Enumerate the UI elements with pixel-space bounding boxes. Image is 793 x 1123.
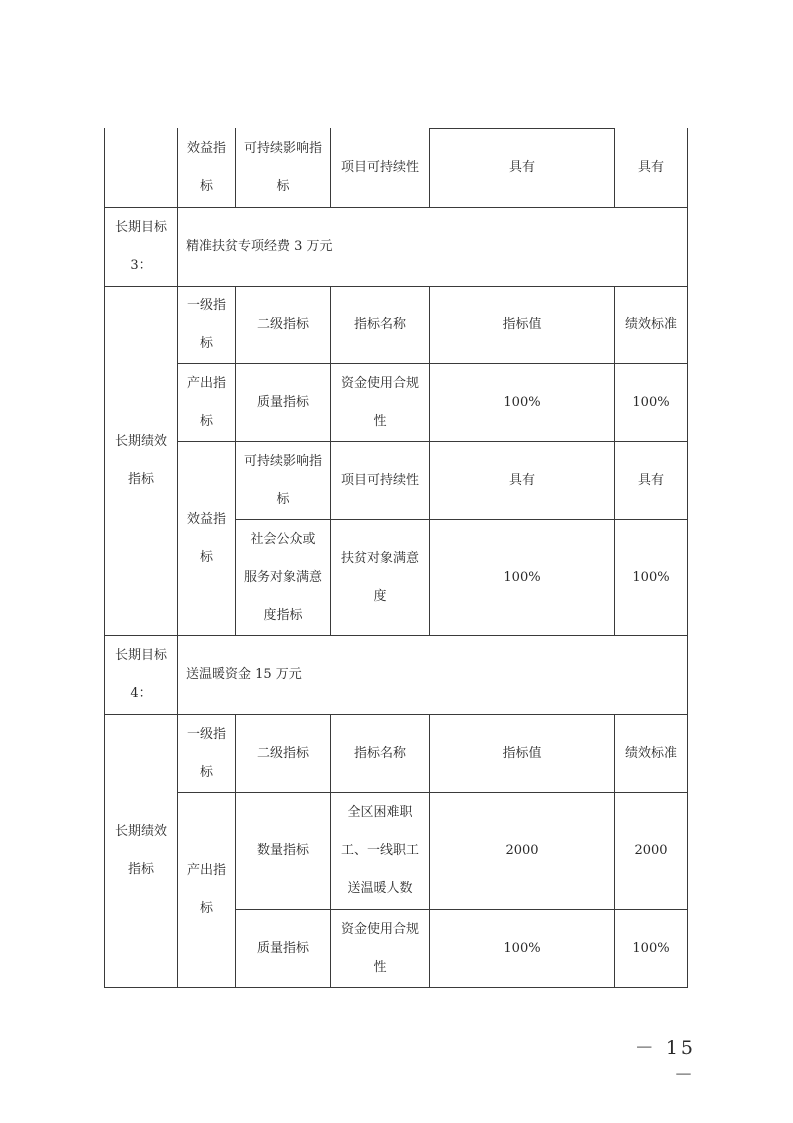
- table-cell: 2000: [429, 792, 615, 910]
- table-cell: 扶贫对象满意 度: [330, 519, 430, 636]
- table-cell: 100%: [429, 363, 615, 442]
- table-cell: 100%: [614, 519, 688, 636]
- table-cell: 效益指 标: [177, 128, 236, 208]
- table-cell: 100%: [429, 909, 615, 988]
- table-cell: 具有: [429, 128, 615, 208]
- table-cell: 质量指标: [235, 363, 331, 442]
- table-cell: 数量指标: [235, 792, 331, 910]
- table-cell: 100%: [614, 909, 688, 988]
- goal-content: 精准扶贫专项经费 3 万元: [177, 207, 688, 287]
- table-cell: 100%: [429, 519, 615, 636]
- table-cell: 资金使用合规 性: [330, 909, 430, 988]
- column-header-level1: 一级指 标: [177, 286, 236, 364]
- table-cell: 100%: [614, 363, 688, 442]
- continued-empty-cell: [104, 128, 178, 208]
- column-header-level2: 二级指标: [235, 714, 331, 793]
- table-cell: 社会公众或 服务对象满意 度指标: [235, 519, 331, 636]
- table-cell: 效益指 标: [177, 441, 236, 636]
- page-number: － 15 －: [634, 1037, 696, 1086]
- table-cell: 产出指 标: [177, 363, 236, 442]
- goal-content: 送温暖资金 15 万元: [177, 635, 688, 715]
- indicator-row-label: 长期绩效 指标: [104, 286, 178, 636]
- table-cell: 可持续影响指 标: [235, 441, 331, 520]
- column-header-standard: 绩效标准: [614, 714, 688, 793]
- table-cell: 项目可持续性: [330, 128, 430, 208]
- table-cell: 具有: [429, 441, 615, 520]
- table-cell: 可持续影响指 标: [235, 128, 331, 208]
- table-cell: 2000: [614, 792, 688, 910]
- table-cell: 项目可持续性: [330, 441, 430, 520]
- column-header-name: 指标名称: [330, 714, 430, 793]
- goal-label: 长期目标 3：: [104, 207, 178, 287]
- column-header-value: 指标值: [429, 714, 615, 793]
- column-header-value: 指标值: [429, 286, 615, 364]
- table-cell: 产出指 标: [177, 792, 236, 988]
- table-cell: 资金使用合规 性: [330, 363, 430, 442]
- column-header-level2: 二级指标: [235, 286, 331, 364]
- table-cell: 质量指标: [235, 909, 331, 988]
- indicator-row-label: 长期绩效 指标: [104, 714, 178, 988]
- table-cell: 具有: [614, 441, 688, 520]
- column-header-level1: 一级指 标: [177, 714, 236, 793]
- column-header-standard: 绩效标准: [614, 286, 688, 364]
- goal-label: 长期目标 4：: [104, 635, 178, 715]
- table-cell: 具有: [614, 128, 688, 208]
- column-header-name: 指标名称: [330, 286, 430, 364]
- table-cell: 全区困难职 工、一线职工 送温暖人数: [330, 792, 430, 910]
